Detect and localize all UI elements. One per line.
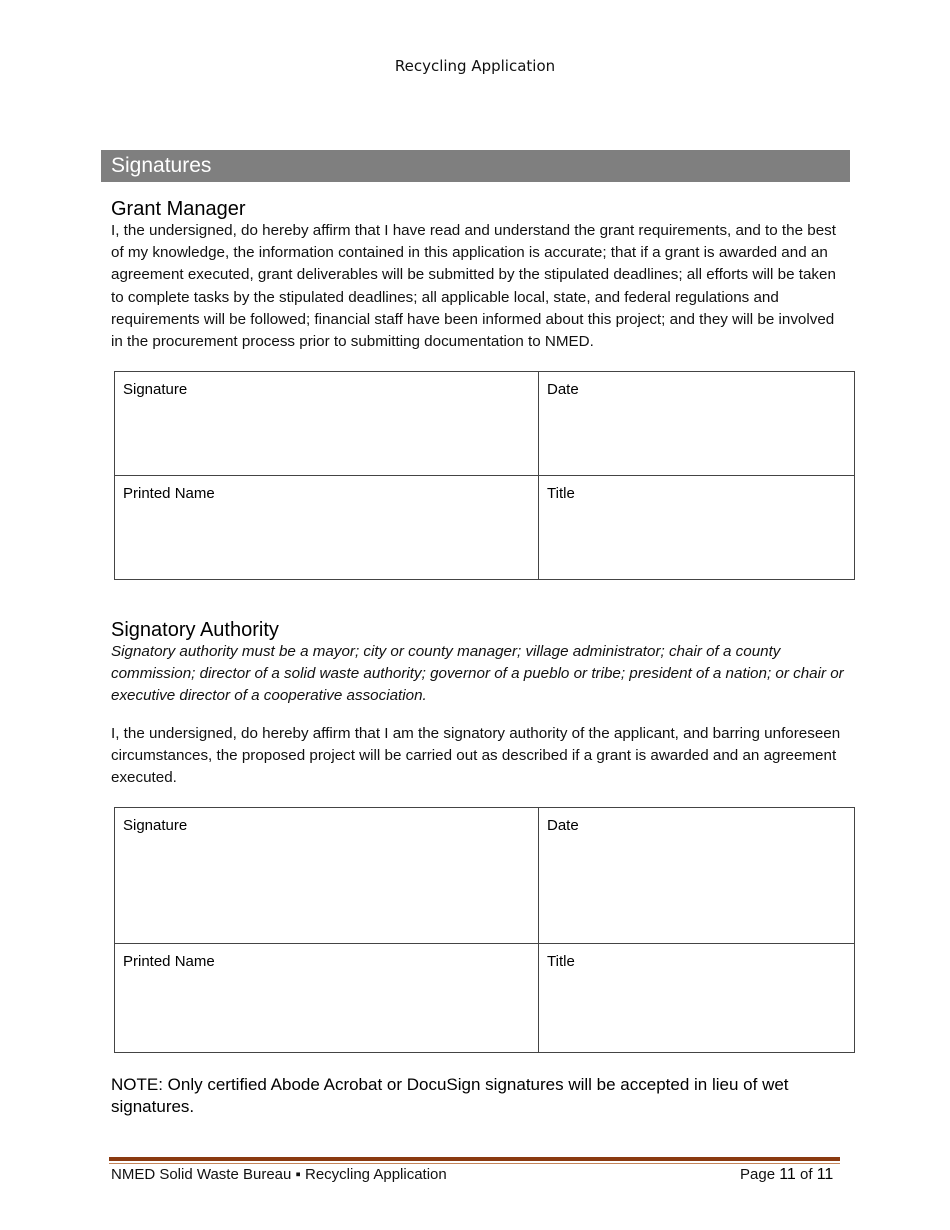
footer-rule: [109, 1157, 840, 1161]
signature-note: NOTE: Only certified Abode Acrobat or DocuSign signatures will be accepted in lieu of wet signatures.: [111, 1075, 789, 1116]
page-total: 11: [816, 1166, 834, 1183]
signatory-authority-affirmation: I, the undersigned, do hereby affirm that I am the signatory authority of the applicant, and barring unforeseen circumstances, the proposed project will be carried out as described if a grant is awarded and an agreement executed.: [111, 725, 841, 787]
signature-label: Signature: [123, 817, 188, 834]
signatory-signature-cell[interactable]: [115, 808, 539, 944]
footer-page-number: [740, 1166, 833, 1184]
footer-rule-thin: [109, 1163, 840, 1164]
signatory-printed-name-cell[interactable]: [115, 944, 539, 1053]
signatory-authority-note: Signatory authority must be a mayor; city or county manager; village administrator; chair of a county commission; director of a solid waste authority; governor of a pueblo or tribe; president of a nation; or chair or executive director of a cooperative association.: [111, 643, 844, 705]
signatory-title-cell[interactable]: [539, 944, 855, 1053]
signature-label: Signature: [123, 381, 188, 398]
title-label: Title: [547, 485, 575, 502]
grant-manager-signature-cell[interactable]: [115, 372, 539, 476]
page-current: 11: [779, 1166, 796, 1183]
page-of: of: [800, 1166, 813, 1183]
signatory-signature-table: [114, 807, 855, 1053]
footer-bureau-text: NMED Solid Waste Bureau ▪ Recycling Application: [111, 1166, 447, 1183]
grant-manager-title-cell[interactable]: [539, 476, 855, 580]
signatory-date-cell[interactable]: [539, 808, 855, 944]
date-label: Date: [547, 817, 579, 834]
grant-manager-printed-name-cell[interactable]: [115, 476, 539, 580]
printed-name-label: Printed Name: [123, 953, 215, 970]
page-label: Page: [740, 1166, 776, 1183]
signatory-authority-heading: Signatory Authority: [111, 619, 279, 641]
grant-manager-heading: Grant Manager: [111, 198, 246, 220]
grant-manager-affirmation: I, the undersigned, do hereby affirm that I have read and understand the grant requirements, and to the best of my knowledge, the information contained in this application is accurate; that if a grant is awarded and an agreement executed, grant deliverables will be submitted by the stipulated deadlines; all efforts will be taken to complete tasks by the stipulated deadlines; all applicable local, state, and federal regulations and requirements will be followed; financial staff have been informed about this project; and they will be involved in the procurement process prior to submitting documentation to NMED.: [111, 222, 836, 351]
date-label: Date: [547, 381, 579, 398]
printed-name-label: Printed Name: [123, 485, 215, 502]
page-header-title: Recycling Application: [394, 57, 556, 75]
section-title-bar: Signatures: [101, 150, 850, 182]
grant-manager-signature-table: [114, 371, 855, 580]
grant-manager-date-cell[interactable]: [539, 372, 855, 476]
title-label: Title: [547, 953, 575, 970]
